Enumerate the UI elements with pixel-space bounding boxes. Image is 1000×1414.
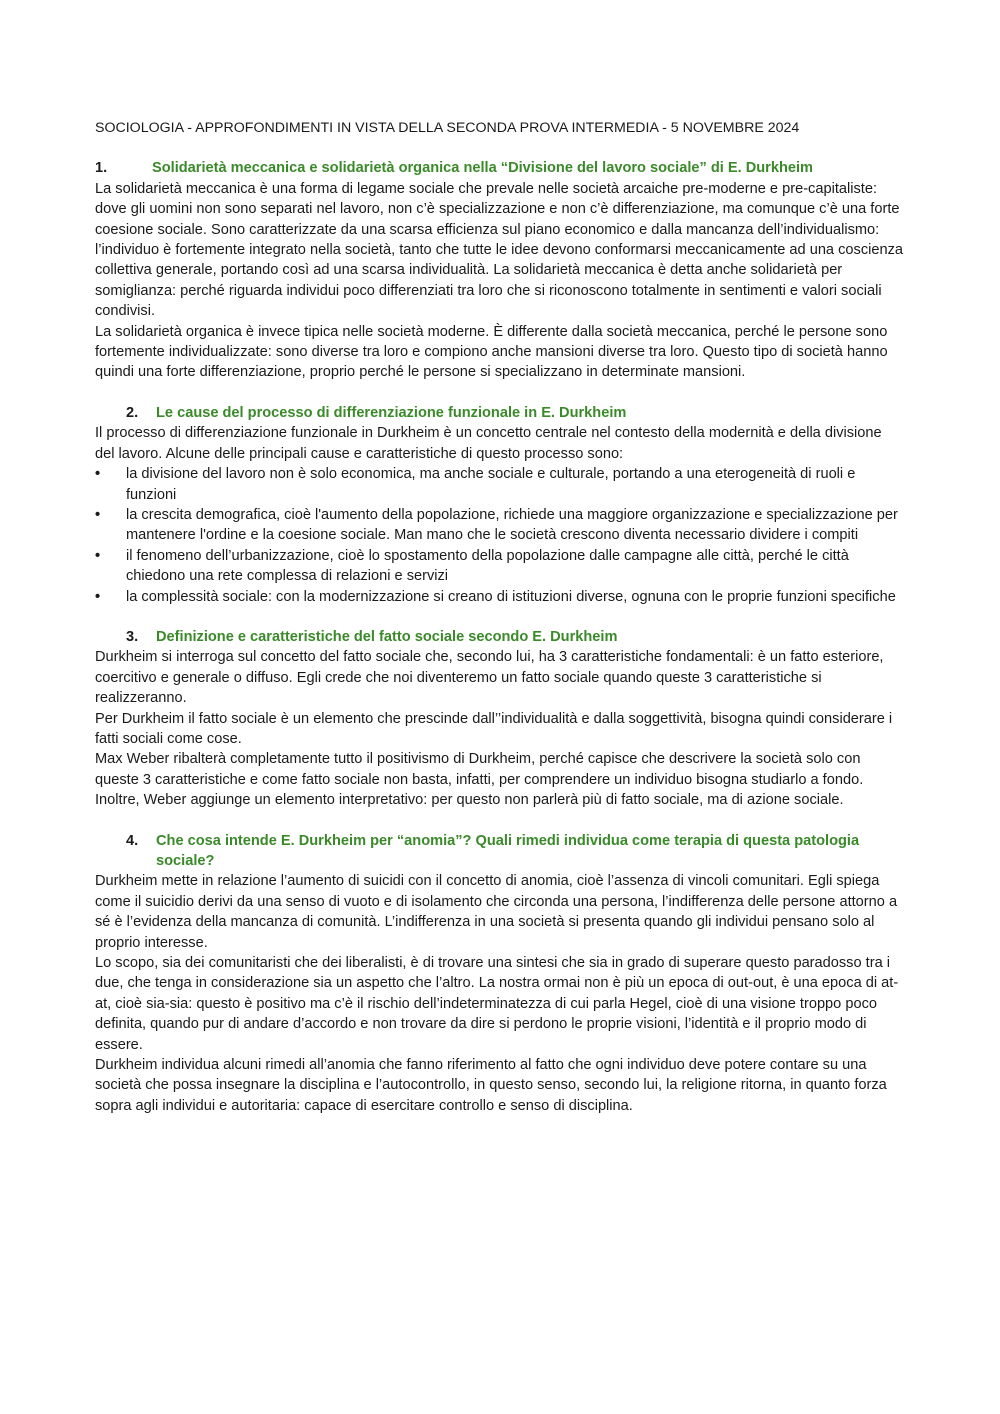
list-item-text: la crescita demografica, cioè l'aumento della popolazione, richiede una maggiore organizzazione e specializzazione per mantenere l'ordine e la coesione sociale. Man mano che le società crescono diventa necessario dividere i compiti — [126, 506, 898, 544]
section-1-number: 1. — [95, 160, 108, 177]
bullet-icon: • — [95, 588, 101, 605]
list-item — [95, 546, 903, 587]
section-2-heading — [95, 403, 903, 423]
section-2 — [95, 403, 903, 607]
list-item-text: la complessità sociale: con la modernizzazione si creano di istituzioni diverse, ognuna con le proprie funzioni specifiche — [126, 588, 896, 605]
document-title: SOCIOLOGIA - APPROFONDIMENTI IN VISTA DELLA SECONDA PROVA INTERMEDIA - 5 NOVEMBRE 2024 — [95, 120, 800, 136]
bullet-icon: • — [95, 547, 101, 564]
section-spacer — [95, 607, 903, 627]
section-3-paragraph: Max Weber ribalterà completamente tutto il positivismo di Durkheim, perché capisce che descrivere la società solo con queste 3 caratteristiche e come fatto sociale non basta, infatti, per comprendere un individuo bisogna studiarlo a fondo. Inoltre, Weber aggiunge un elemento interpretativo: per questo non parlerà più di fatto sociale, ma di azione sociale. — [95, 751, 864, 809]
section-1 — [95, 158, 903, 382]
section-1-heading — [95, 158, 903, 178]
section-spacer — [95, 383, 903, 403]
section-spacer — [95, 811, 903, 831]
section-4-paragraph: Durkheim individua alcuni rimedi all’anomia che fanno riferimento al fatto che ogni individuo deve potere contare su una società che possa insegnare la disciplina e l’autocontrollo, in questo senso, secondo lui, la religione ritorna, in quanto forza sopra agli individui e autoritaria: capace di esercitare controllo e senso di disciplina. — [95, 1057, 887, 1114]
section-4-heading — [95, 831, 903, 872]
list-item — [95, 587, 903, 607]
list-item-text: il fenomeno dell’urbanizzazione, cioè lo spostamento della popolazione dalle campagne alle città, perché le città chiedono una rete complessa di relazioni e servizi — [126, 547, 849, 585]
section-1-paragraph: La solidarietà meccanica è una forma di legame sociale che prevale nelle società arcaiche pre-moderne e pre-capitaliste: dove gli uomini non sono separati nel lavoro, non c’è specializzazione e non c’è differenziazione, ma comunque c’è una forte coesione sociale. Sono caratterizzate da una scarsa efficienza sul piano economico e dalla mancanza dell’individualismo: l’individuo è fortemente integrato nella società, tanto che tutte le idee devono conformarsi meccanicamente ad una coscienza collettiva generale, portando così ad una scarsa individualità. La solidarietà meccanica è detta anche solidarietà per somiglianza: perché riguarda individui poco differenziati tra loro che si riconoscono totalmente in sentimenti e valori sociali condivisi. — [95, 180, 904, 320]
section-1-paragraph: La solidarietà organica è invece tipica nelle società moderne. È differente dalla società meccanica, perché le persone sono fortemente individualizzate: sono diverse tra loro e compiono anche mansioni diverse tra loro. Questo tipo di società hanno quindi una forte differenziazione, proprio perché le persone si specializzano in determinate mansioni. — [95, 323, 888, 381]
section-3-number: 3. — [126, 628, 139, 645]
section-1-heading-text: Solidarietà meccanica e solidarietà organica nella “Divisione del lavoro sociale” di E. Durkheim — [152, 160, 814, 177]
list-item-text: la divisione del lavoro non è solo economica, ma anche sociale e culturale, portando a una eterogeneità di ruoli e funzioni — [126, 466, 856, 503]
section-3-heading — [95, 627, 903, 647]
list-item — [95, 505, 903, 546]
section-3-paragraph: Per Durkheim il fatto sociale è un elemento che prescinde dall’’individualità e dalla soggettività, bisogna quindi considerare i fatti sociali come cose. — [95, 710, 893, 747]
bullet-icon: • — [95, 506, 101, 523]
section-2-number: 2. — [126, 404, 139, 421]
list-item — [95, 464, 903, 505]
section-2-intro: Il processo di differenziazione funzionale in Durkheim è un concetto centrale nel contesto della modernità e della divisione del lavoro. Alcune delle principali cause e caratteristiche di questo processo sono: — [95, 425, 882, 462]
section-4-number: 4. — [126, 832, 139, 849]
section-3 — [95, 627, 903, 811]
section-4-paragraph: Durkheim mette in relazione l’aumento di suicidi con il concetto di anomia, cioè l’assenza di vincoli comunitari. Egli spiega come il suicidio derivi da una senso di vuoto e di isolamento che circonda una persona, l’indifferenza delle persone attorno a sé è l’evidenza della mancanza di comunità. L’indifferenza in una società si presenta quando gli individui pensano solo al proprio interesse. — [95, 873, 898, 951]
document-body — [95, 118, 903, 1116]
section-3-paragraph: Durkheim si interroga sul concetto del fatto sociale che, secondo lui, ha 3 caratteristiche fondamentali: è un fatto esteriore, coercitivo e generale o diffuso. Egli crede che noi diventeremo un fatto sociale quando queste 3 caratteristiche si realizzeranno. — [95, 649, 884, 707]
section-4 — [95, 831, 903, 1117]
section-2-bullet-list — [95, 464, 903, 607]
section-4-paragraph: Lo scopo, sia dei comunitaristi che dei liberalisti, è di trovare una sintesi che sia in grado di superare questo paradosso tra i due, che tenga in considerazione sia un aspetto che l’altro. La nostra ormai non è più un epoca di out-out, è una epoca di at-at, cioè sia-sia: questo è positivo ma c’è il rischio dell’indeterminatezza di cui parla Hegel, cioè di una visione troppo poco definita, quando pur di andare d’accordo e non trovare da dire si perdono le proprie visioni, l’identità e il proprio modo di essere. — [95, 955, 899, 1053]
section-4-heading-text: Che cosa intende E. Durkheim per “anomia”? Quali rimedi individua come terapia di questa patologia sociale? — [156, 832, 860, 869]
section-2-heading-text: Le cause del processo di differenziazione funzionale in E. Durkheim — [156, 404, 627, 421]
bullet-icon: • — [95, 466, 101, 483]
section-3-heading-text: Definizione e caratteristiche del fatto sociale secondo E. Durkheim — [156, 628, 618, 645]
